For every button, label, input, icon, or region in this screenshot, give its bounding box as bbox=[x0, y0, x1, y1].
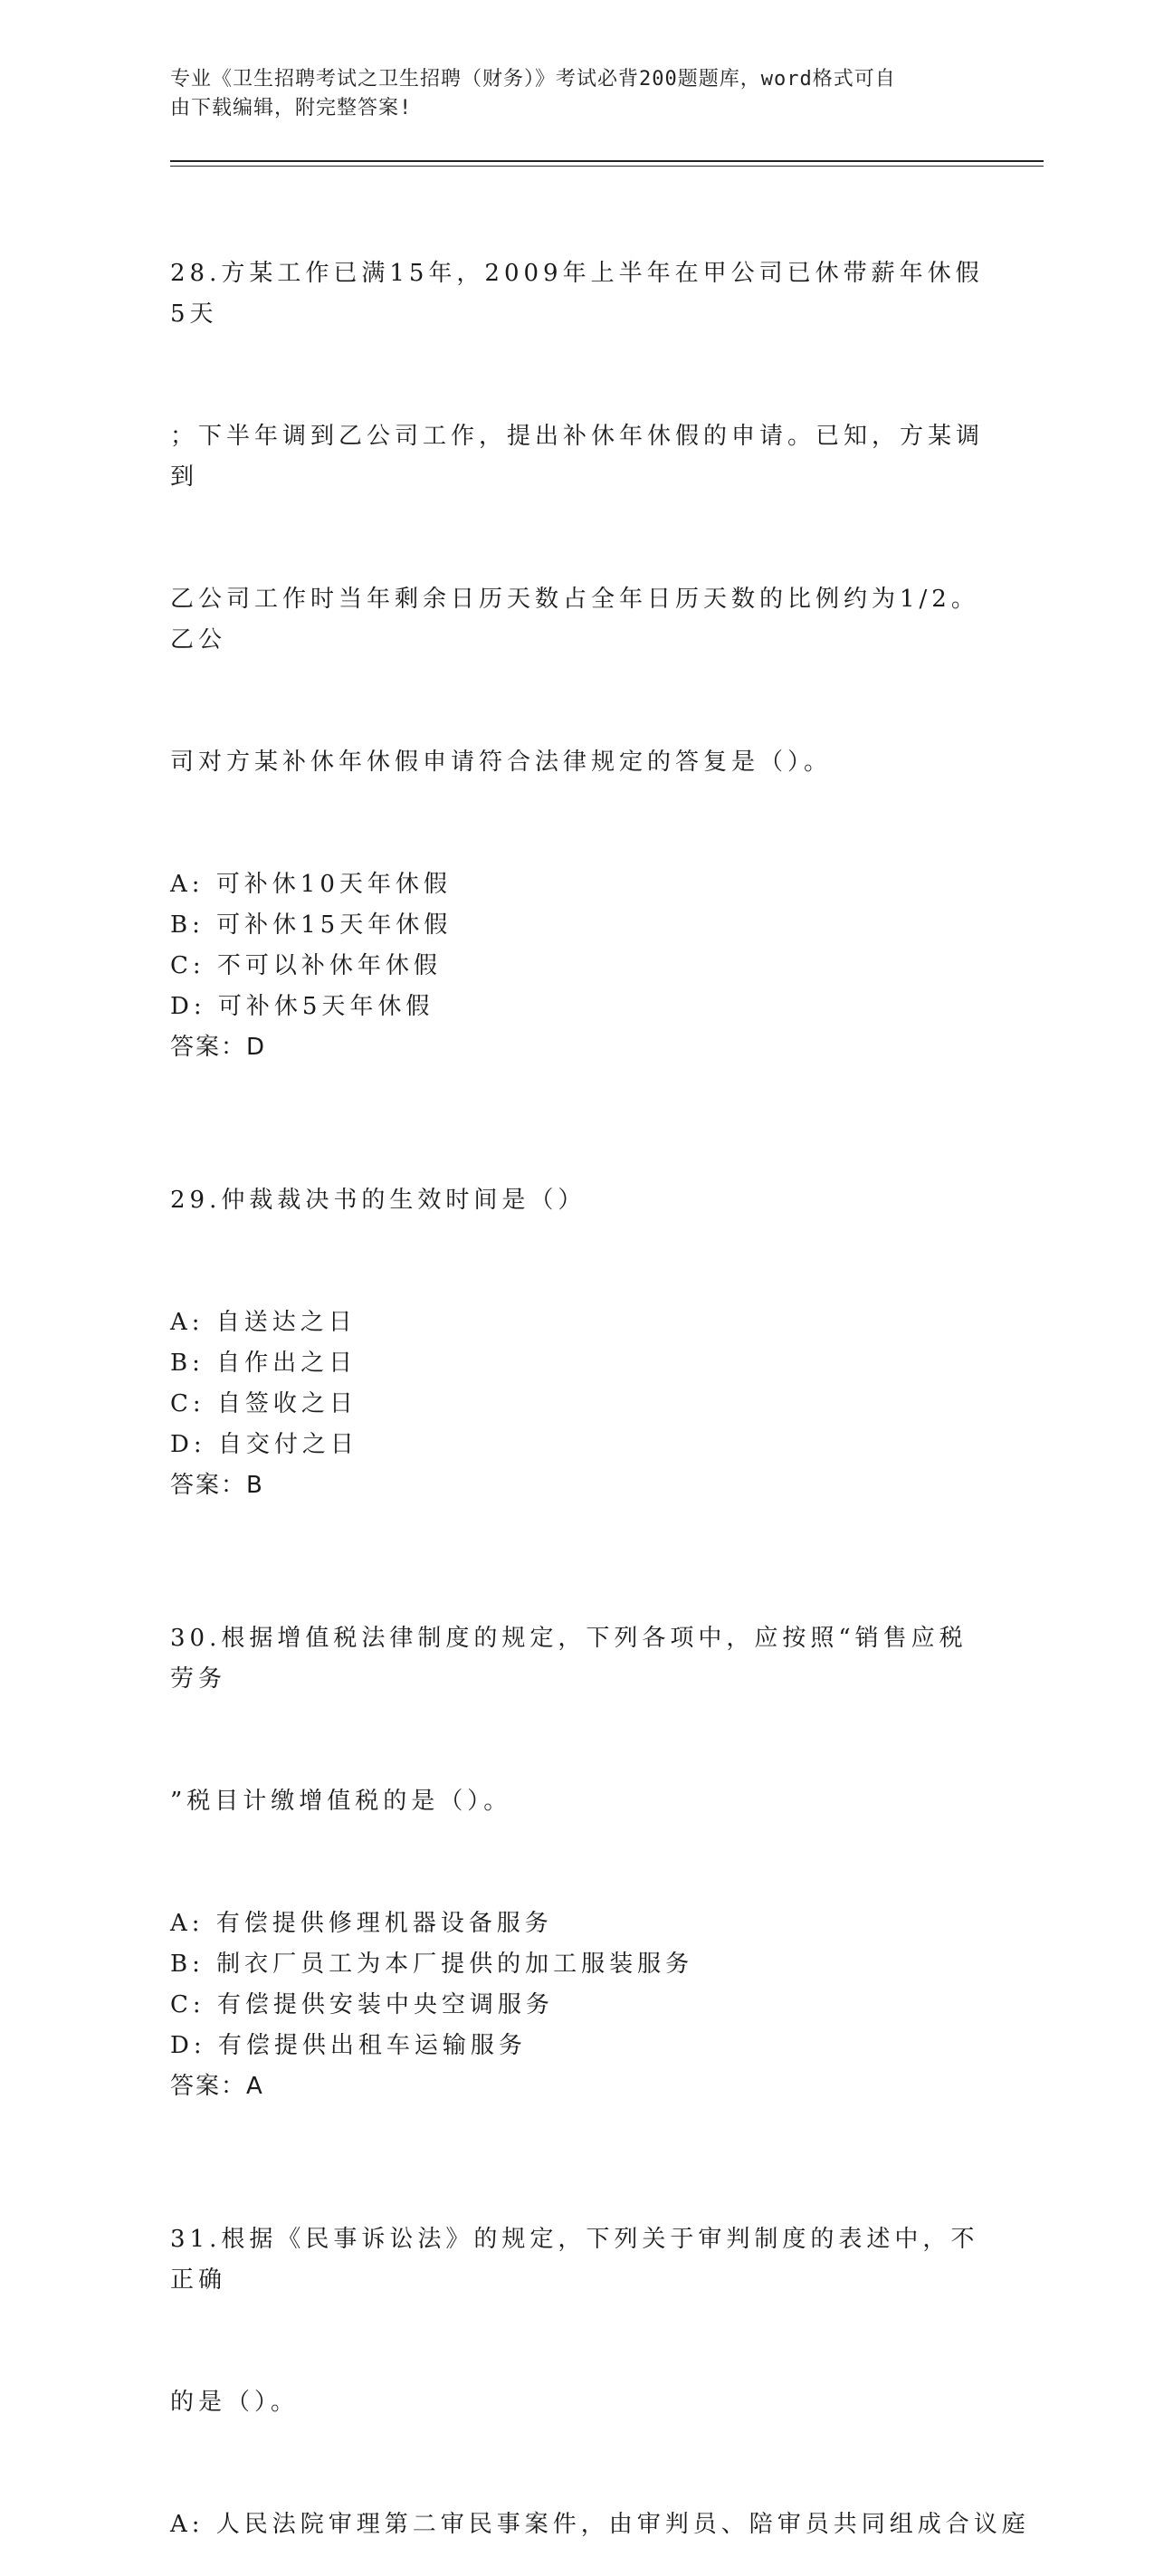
document-title-line-2: 由下载编辑，附完整答案! bbox=[170, 97, 413, 119]
header-divider-thin bbox=[170, 166, 1044, 167]
option-a: A: 自送达之日 bbox=[170, 1309, 357, 1336]
question-stem bbox=[170, 1099, 985, 1302]
stem-line: 的是（）。 bbox=[170, 2389, 300, 2416]
document-title bbox=[170, 65, 967, 123]
option-a: A: 可补休10天年休假 bbox=[170, 871, 452, 898]
option-a: A: 有偿提供修理机器设备服务 bbox=[170, 1910, 553, 1937]
question-28 bbox=[170, 172, 985, 1068]
header-divider-thick bbox=[170, 160, 1044, 162]
option-c: C: 有偿提供安装中央空调服务 bbox=[170, 1991, 554, 2018]
option-a: A: 人民法院审理第二审民事案件，由审判员、陪审员共同组成合议庭 bbox=[170, 2511, 1030, 2538]
stem-line: 29.仲裁裁决书的生效时间是（） bbox=[170, 1187, 587, 1214]
stem-line: 30.根据增值税法律制度的规定，下列各项中，应按照“销售应税劳务 bbox=[170, 1625, 968, 1693]
question-31 bbox=[170, 2138, 1030, 2545]
question-stem bbox=[170, 172, 985, 864]
option-b: B: 制衣厂员工为本厂提供的加工服装服务 bbox=[170, 1951, 694, 1978]
document-title-line-1: 专业《卫生招聘考试之卫生招聘（财务）》考试必背200题题库，word格式可自 bbox=[170, 68, 896, 91]
question-stem bbox=[170, 1537, 985, 1903]
question-29 bbox=[170, 1099, 985, 1506]
answer-key: 答案：A bbox=[170, 2073, 264, 2100]
stem-line: ”税目计缴增值税的是（）。 bbox=[170, 1788, 512, 1815]
stem-line: 28.方某工作已满15年，2009年上半年在甲公司已休带薪年休假5天 bbox=[170, 260, 984, 328]
option-d: D: 自交付之日 bbox=[170, 1431, 358, 1458]
question-list bbox=[170, 172, 1030, 2576]
option-d: D: 有偿提供出租车运输服务 bbox=[170, 2032, 527, 2059]
option-b: B: 可补休15天年休假 bbox=[170, 911, 453, 939]
answer-key: 答案：D bbox=[170, 1034, 267, 1061]
stem-line: 乙公司工作时当年剩余日历天数占全年日历天数的比例约为1/2。乙公 bbox=[170, 586, 979, 654]
stem-line: 31.根据《民事诉讼法》的规定，下列关于审判制度的表述中，不正确 bbox=[170, 2226, 979, 2294]
stem-line: ；下半年调到乙公司工作，提出补休年休假的申请。已知，方某调到 bbox=[170, 423, 985, 491]
answer-key: 答案：B bbox=[170, 1472, 264, 1499]
stem-line: 司对方某补休年休假申请符合法律规定的答复是（）。 bbox=[170, 749, 833, 776]
question-stem bbox=[170, 2138, 985, 2504]
option-c: C: 不可以补休年休假 bbox=[170, 952, 442, 979]
option-c: C: 自签收之日 bbox=[170, 1390, 358, 1417]
option-b: B: 自作出之日 bbox=[170, 1350, 358, 1377]
question-30 bbox=[170, 1537, 985, 2107]
option-d: D: 可补休5天年休假 bbox=[170, 993, 434, 1020]
